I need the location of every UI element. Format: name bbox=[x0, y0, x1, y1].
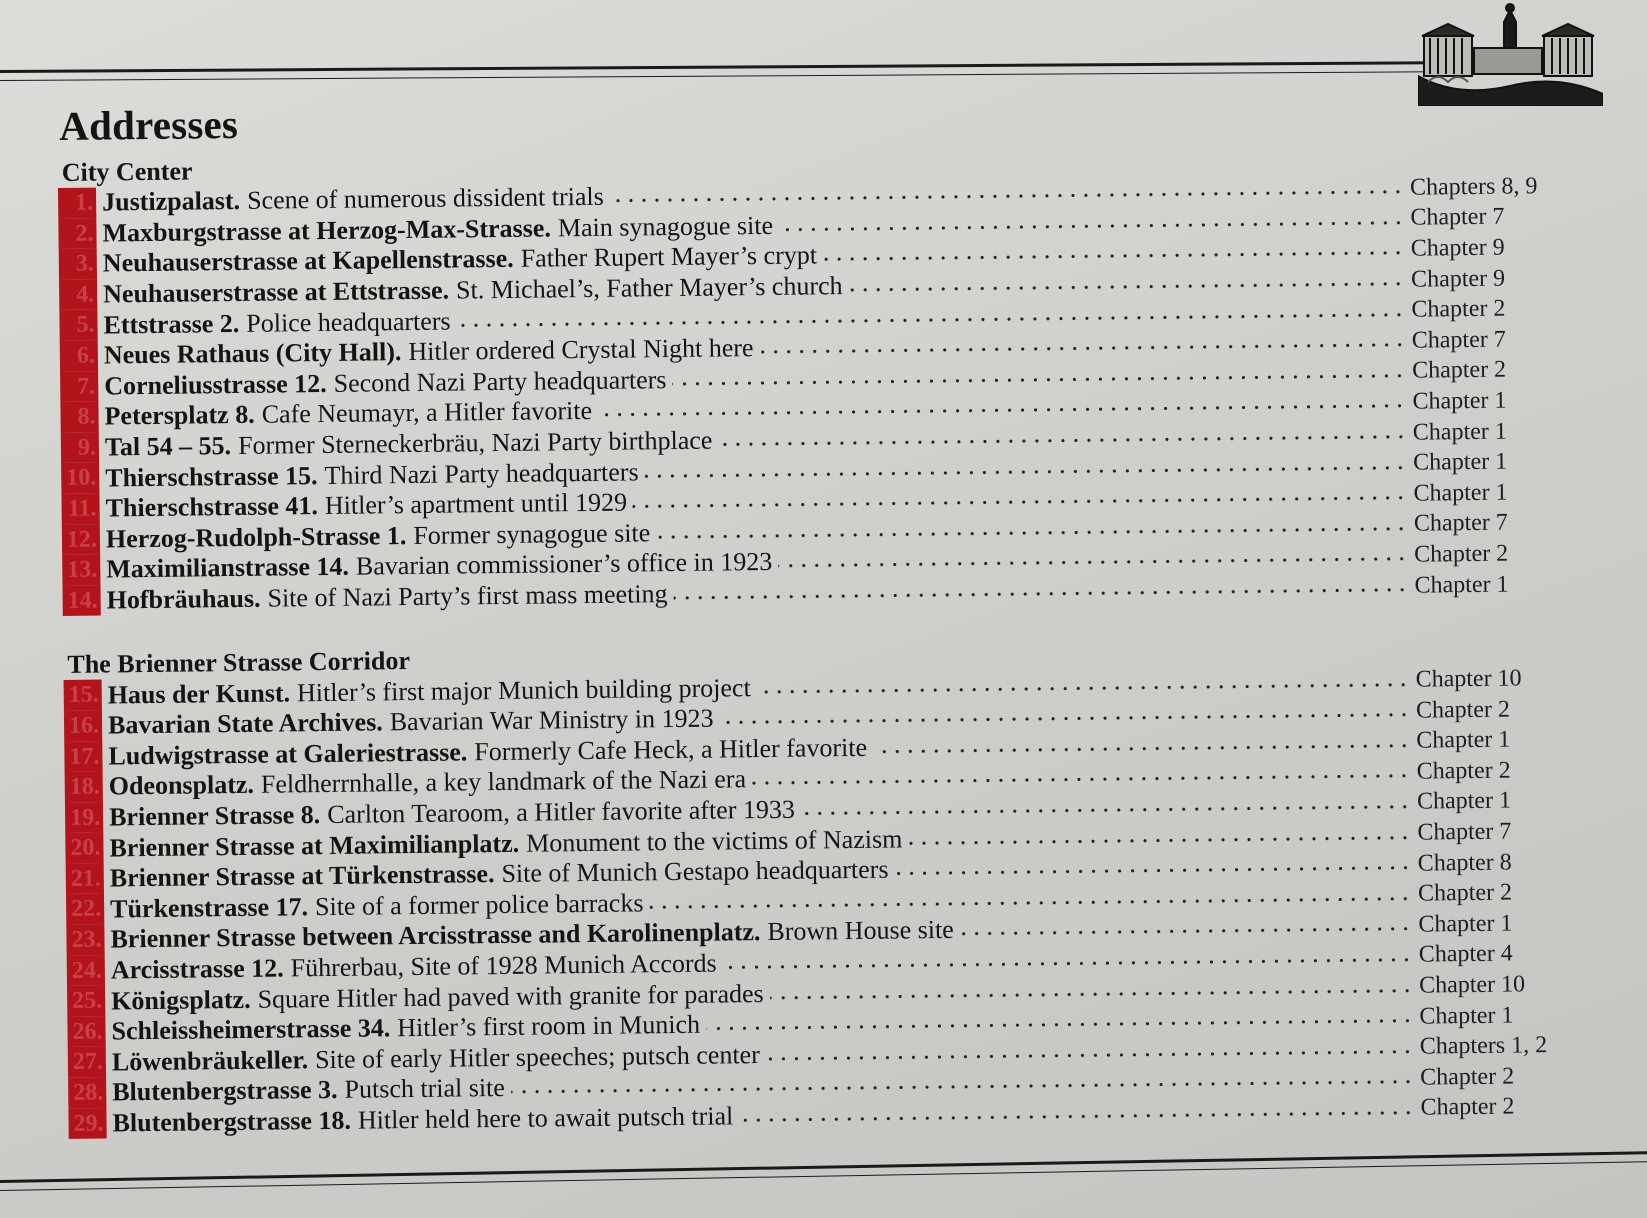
entry-chapter-reference: Chapter 2 bbox=[1411, 356, 1507, 385]
entry-description: Hitler ordered Crystal Night here bbox=[408, 333, 754, 367]
entry-address: Hofbräuhaus. bbox=[106, 583, 261, 615]
entry-address: Brienner Strasse at Maximilianplatz. bbox=[109, 828, 520, 863]
entry-address: Thierschstrasse 15. bbox=[105, 460, 318, 493]
dot-leader bbox=[849, 282, 1406, 292]
entry-address: Justizpalast. bbox=[101, 186, 241, 217]
dot-leader bbox=[645, 465, 1408, 478]
dot-leader bbox=[610, 190, 1404, 203]
entry-description: Feldherrnhalle, a key landmark of the Nazi era bbox=[260, 764, 747, 800]
entry-description: Hitler’s first major Munich building project bbox=[296, 672, 751, 707]
entry-description: Main synagogue site bbox=[557, 210, 774, 243]
entry-number-badge: 1. bbox=[58, 188, 96, 219]
dot-leader bbox=[960, 927, 1413, 936]
entry-chapter-reference: Chapter 7 bbox=[1410, 203, 1505, 232]
entry-chapter-reference: Chapter 9 bbox=[1410, 265, 1506, 293]
entry-number-badge: 11. bbox=[61, 493, 99, 524]
entry-address: Maxburgstrasse at Herzog-Max-Strasse. bbox=[102, 213, 552, 248]
page-title: Addresses bbox=[59, 100, 239, 149]
entry-number-badge: 18. bbox=[65, 772, 103, 803]
entry-number-badge: 25. bbox=[67, 986, 105, 1017]
entry-address: Thierschstrasse 41. bbox=[105, 491, 319, 523]
dot-leader bbox=[656, 527, 1408, 540]
entry-description: Bavarian War Ministry in 1923 bbox=[389, 703, 714, 737]
dot-leader bbox=[650, 896, 1413, 909]
dot-leader bbox=[757, 682, 1410, 693]
entry-chapter-reference: Chapter 1 bbox=[1416, 788, 1512, 816]
entry-address: Herzog-Rudolph-Strasse 1. bbox=[105, 520, 407, 554]
entry-chapter-reference: Chapter 8 bbox=[1417, 849, 1512, 877]
entry-address: Neues Rathaus (City Hall). bbox=[103, 337, 402, 370]
dot-leader bbox=[752, 774, 1411, 785]
entry-address: Corneliusstrasse 12. bbox=[104, 368, 327, 401]
entry-number-badge: 26. bbox=[67, 1016, 105, 1047]
entry-number-badge: 6. bbox=[60, 341, 98, 372]
entry-number-badge: 21. bbox=[66, 863, 104, 894]
entry-chapter-reference: Chapter 2 bbox=[1420, 1093, 1515, 1122]
entry-address: Haus der Kunst. bbox=[107, 678, 291, 710]
dot-leader bbox=[598, 404, 1407, 417]
entry-chapter-reference: Chapter 2 bbox=[1420, 1063, 1515, 1091]
entry-description: Führerbau, Site of 1928 Munich Accords bbox=[290, 948, 717, 983]
entry-description: Former synagogue site bbox=[413, 518, 651, 550]
entry-chapter-reference: Chapter 1 bbox=[1413, 448, 1508, 476]
entry-number-badge: 23. bbox=[66, 925, 104, 956]
section-title: The Brienner Strasse Corridor bbox=[67, 646, 411, 680]
entry-number-badge: 16. bbox=[64, 710, 102, 741]
entry-chapter-reference: Chapter 1 bbox=[1412, 387, 1507, 415]
entry-description: Hitler’s first room in Munich bbox=[397, 1009, 701, 1043]
entry-number-badge: 22. bbox=[66, 894, 104, 925]
entry-chapter-reference: Chapter 10 bbox=[1415, 665, 1522, 693]
top-double-rule bbox=[0, 61, 1430, 81]
entry-description: Police headquarters bbox=[246, 306, 451, 338]
entry-address: Tal 54 – 55. bbox=[104, 431, 232, 462]
dot-leader bbox=[779, 221, 1404, 232]
entry-number-badge: 10. bbox=[61, 463, 99, 494]
entry-chapter-reference: Chapter 7 bbox=[1411, 326, 1506, 354]
entry-address: Petersplatz 8. bbox=[104, 400, 255, 431]
entry-address: Blutenbergstrasse 3. bbox=[112, 1075, 338, 1107]
dot-leader bbox=[895, 866, 1412, 876]
entry-description: Site of early Hitler speeches; putsch center bbox=[314, 1039, 760, 1074]
entry-address: Ludwigstrasse at Galeriestrasse. bbox=[108, 737, 468, 771]
entry-description: Monument to the victims of Nazism bbox=[525, 824, 903, 858]
address-list bbox=[57, 85, 1569, 1173]
sections bbox=[58, 141, 1569, 1139]
dot-leader bbox=[873, 743, 1410, 753]
entry-number-badge: 4. bbox=[59, 279, 97, 310]
entry-chapter-reference: Chapter 1 bbox=[1418, 910, 1513, 938]
entry-chapter-reference: Chapter 1 bbox=[1413, 479, 1508, 507]
entry-description: Brown House site bbox=[767, 915, 954, 947]
entry-description: Father Rupert Mayer’s crypt bbox=[520, 240, 818, 274]
dot-leader bbox=[823, 251, 1405, 262]
entry-chapter-reference: Chapter 2 bbox=[1414, 540, 1509, 568]
entry-chapter-reference: Chapter 1 bbox=[1416, 726, 1511, 754]
entry-description: Site of a former police barracks bbox=[314, 888, 644, 921]
section-0 bbox=[58, 141, 1563, 616]
dot-leader bbox=[720, 713, 1410, 725]
dot-leader bbox=[718, 435, 1407, 447]
entry-chapter-reference: Chapter 1 bbox=[1419, 1002, 1514, 1030]
entry-address: Bavarian State Archives. bbox=[107, 707, 383, 740]
entry-chapter-reference: Chapter 1 bbox=[1412, 418, 1507, 446]
entry-number-badge: 19. bbox=[65, 802, 103, 833]
entry-address: Neuhauserstrasse at Ettstrasse. bbox=[103, 275, 450, 309]
dot-leader bbox=[672, 374, 1406, 386]
entry-number-badge: 17. bbox=[64, 741, 102, 772]
entry-number-badge: 7. bbox=[60, 371, 98, 402]
dot-leader bbox=[766, 1049, 1414, 1060]
entry-chapter-reference: Chapter 7 bbox=[1417, 818, 1512, 846]
entry-chapter-reference: Chapters 8, 9 bbox=[1409, 173, 1538, 201]
entry-description: Site of Nazi Party’s first mass meeting bbox=[267, 579, 668, 613]
dot-leader bbox=[778, 557, 1408, 568]
entry-number-badge: 9. bbox=[61, 432, 99, 463]
entry-description: Hitler’s apartment until 1929 bbox=[324, 487, 628, 521]
entry-address: Löwenbräukeller. bbox=[111, 1044, 309, 1077]
entry-number-badge: 14. bbox=[62, 585, 100, 616]
entry-description: Hitler held here to await putsch trial bbox=[357, 1101, 734, 1135]
entry-number-badge: 29. bbox=[68, 1108, 106, 1139]
section-title: City Center bbox=[61, 156, 193, 187]
entry-description: Site of Munich Gestapo headquarters bbox=[501, 854, 889, 889]
entry-address: Blutenbergstrasse 18. bbox=[112, 1105, 352, 1138]
entry-description: Former Sterneckerbräu, Nazi Party birthplace bbox=[237, 425, 713, 461]
section-1 bbox=[63, 633, 1568, 1139]
entry-number-badge: 24. bbox=[67, 955, 105, 986]
entry-address: Brienner Strasse at Türkenstrasse. bbox=[109, 859, 495, 893]
entry-number-badge: 28. bbox=[68, 1078, 106, 1109]
dot-leader bbox=[760, 343, 1406, 354]
entry-number-badge: 20. bbox=[65, 833, 103, 864]
entry-address: Schleissheimerstrasse 34. bbox=[111, 1013, 391, 1046]
entry-chapter-reference: Chapter 2 bbox=[1417, 879, 1513, 907]
dot-leader bbox=[633, 496, 1408, 509]
dot-leader bbox=[770, 988, 1413, 999]
entry-description: Putsch trial site bbox=[344, 1073, 506, 1105]
entry-chapter-reference: Chapter 1 bbox=[1414, 571, 1509, 599]
entry-address: Türkenstrasse 17. bbox=[109, 891, 309, 924]
entry-chapter-reference: Chapter 2 bbox=[1416, 757, 1511, 785]
entry-description: Bavarian commissioner’s office in 1923 bbox=[355, 547, 773, 582]
entry-description: Formerly Cafe Heck, a Hitler favorite bbox=[474, 732, 868, 767]
dot-leader bbox=[723, 958, 1413, 970]
entry-address: Brienner Strasse 8. bbox=[108, 800, 321, 832]
entry-address: Maximilianstrasse 14. bbox=[106, 552, 350, 584]
dot-leader bbox=[908, 835, 1411, 845]
entry-address: Königsplatz. bbox=[111, 984, 251, 1015]
entry-chapter-reference: Chapter 2 bbox=[1411, 295, 1506, 323]
entry-chapter-reference: Chapter 2 bbox=[1415, 696, 1511, 724]
entry-address: Ettstrasse 2. bbox=[103, 308, 240, 340]
entry-description: Scene of numerous dissident trials bbox=[246, 182, 604, 216]
entry-description: Cafe Neumayr, a Hitler favorite bbox=[261, 396, 593, 430]
entry-description: Carlton Tearoom, a Hitler favorite after 1933 bbox=[327, 794, 796, 829]
dot-leader bbox=[674, 588, 1409, 600]
entry-description: Square Hitler had paved with granite for parades bbox=[257, 978, 764, 1014]
entry-description: Third Nazi Party headquarters bbox=[324, 457, 639, 490]
entry-number-badge: 2. bbox=[58, 218, 96, 249]
entry-number-badge: 3. bbox=[59, 249, 97, 280]
entry-chapter-reference: Chapter 9 bbox=[1410, 234, 1505, 262]
dot-leader bbox=[511, 1080, 1414, 1094]
entry-chapter-reference: Chapter 7 bbox=[1413, 509, 1508, 537]
entry-number-badge: 12. bbox=[62, 524, 100, 555]
entry-description: Second Nazi Party headquarters bbox=[333, 364, 667, 398]
entry-chapter-reference: Chapter 10 bbox=[1418, 971, 1526, 999]
entry-number-badge: 15. bbox=[64, 680, 102, 711]
dot-leader bbox=[706, 1019, 1413, 1031]
entry-address: Neuhauserstrasse at Kapellenstrasse. bbox=[102, 244, 514, 278]
dot-leader bbox=[801, 805, 1411, 816]
entry-number-badge: 5. bbox=[59, 310, 97, 341]
entry-number-badge: 27. bbox=[68, 1047, 106, 1078]
entry-address: Brienner Strasse between Arcisstrasse and Karolinenplatz. bbox=[110, 917, 761, 954]
entry-chapter-reference: Chapter 4 bbox=[1418, 940, 1513, 969]
entry-chapter-reference: Chapters 1, 2 bbox=[1419, 1032, 1548, 1060]
entry-address: Odeonsplatz. bbox=[108, 770, 255, 801]
dot-leader bbox=[457, 312, 1406, 327]
entry-description: St. Michael’s, Father Mayer’s church bbox=[455, 271, 843, 305]
entry-address: Arcisstrasse 12. bbox=[110, 953, 284, 985]
entry-number-badge: 13. bbox=[62, 555, 100, 586]
entry-number-badge: 8. bbox=[60, 402, 98, 433]
dot-leader bbox=[739, 1111, 1414, 1123]
